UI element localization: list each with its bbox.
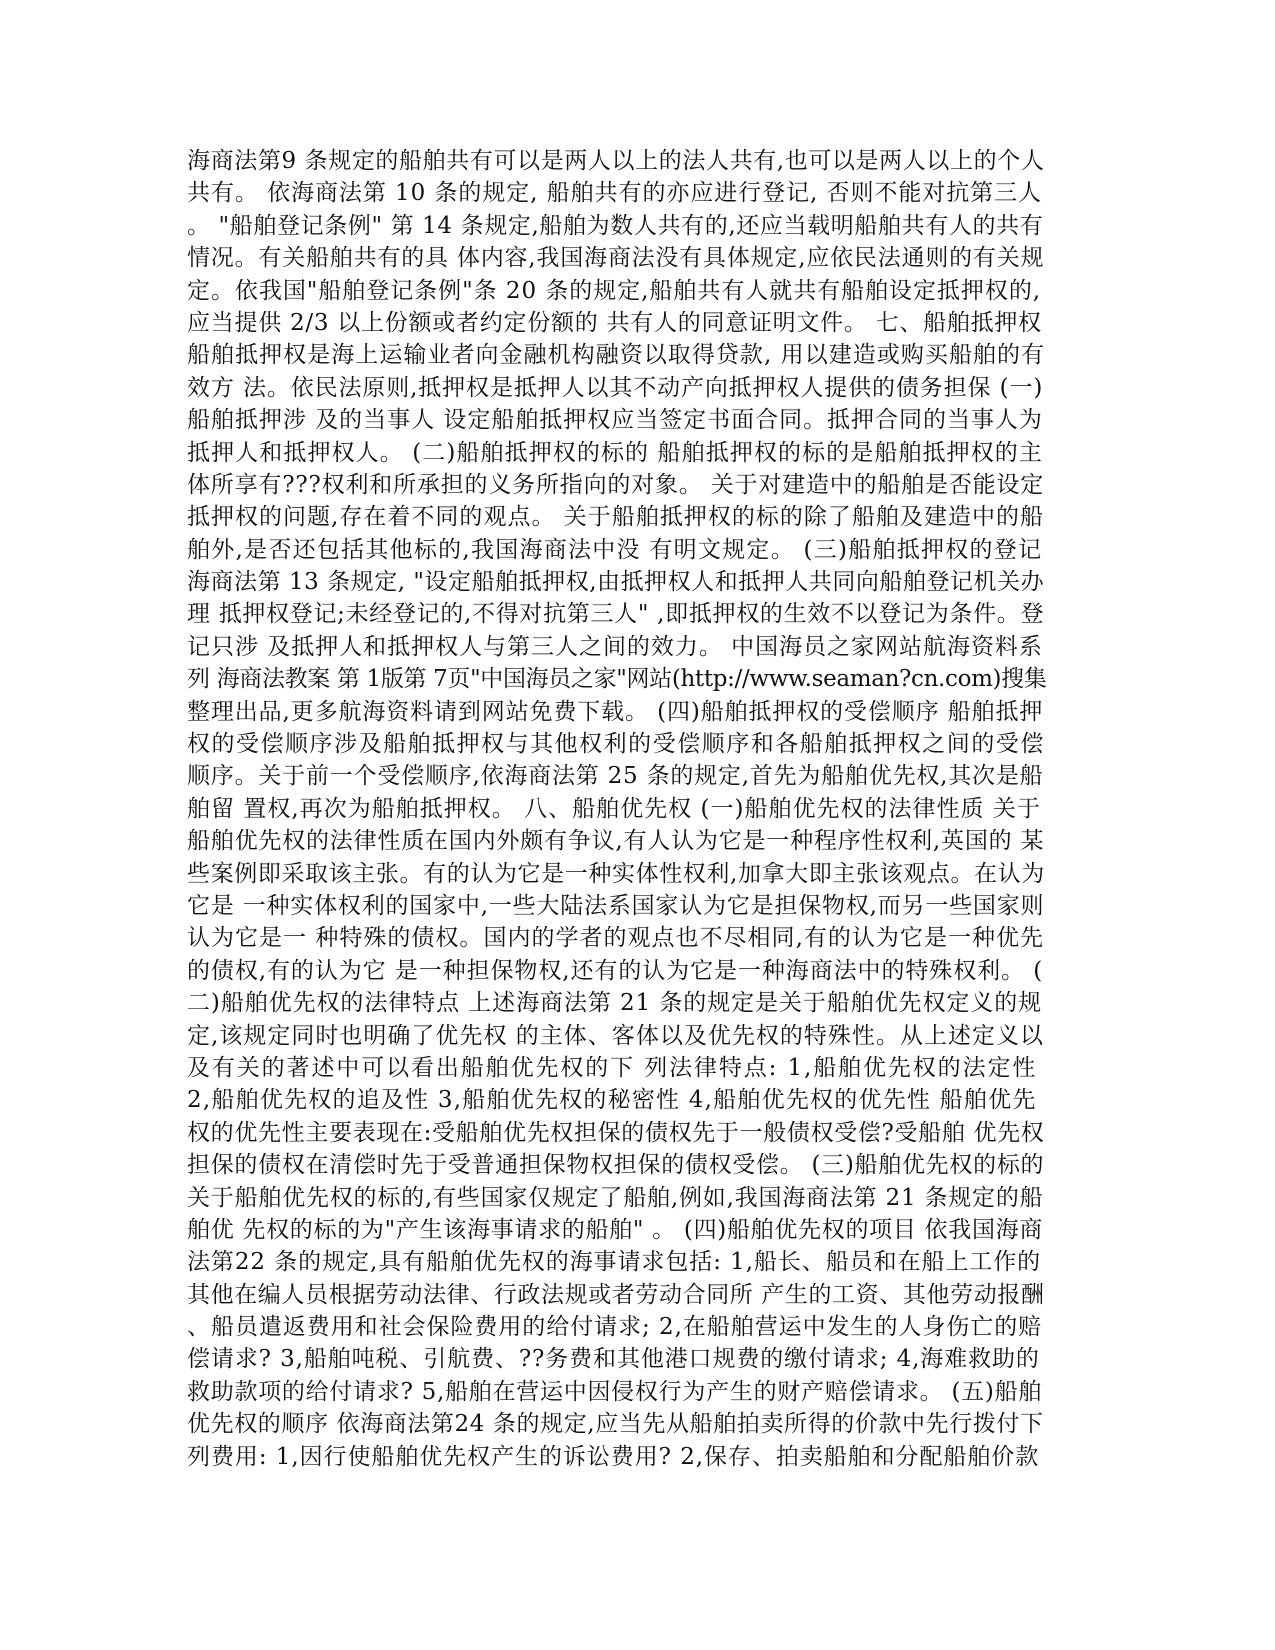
text-line: 救助款项的给付请求? 5,船舶在营运中因侵权行为产生的财产赔偿请求。 (五)船舶 [187, 1378, 1043, 1405]
text-line: 舶外,是否还包括其他标的,我国海商法中没 有明文规定。 (三)船舶抵押权的登记 [187, 536, 1043, 563]
text-line: 抵押权的问题,存在着不同的观点。 关于船舶抵押权的标的除了船舶及建造中的船 [187, 504, 1044, 531]
text-line: 些案例即采取该主张。有的认为它是一种实体性权利,加拿大即主张该观点。在认为 [187, 860, 1045, 887]
text-line: 2,船舶优先权的追及性 3,船舶优先权的秘密性 4,船舶优先权的优先性 船舶优先 [187, 1087, 1037, 1114]
text-line: 应当提供 2/3 以上份额或者约定份额的 共有人的同意证明文件。 七、船舶抵押权 [187, 309, 1042, 336]
text-line: 权的受偿顺序涉及船舶抵押权与其他权利的受偿顺序和各船舶抵押权之间的受偿 [187, 731, 1045, 758]
text-line: 效方 法。依民法原则,抵押权是抵押人以其不动产向抵押权人提供的债务担保 (一) [187, 374, 1044, 401]
text-line: 情况。有关船舶共有的具 体内容,我国海商法没有具体规定,应依民法通则的有关规 [187, 245, 1045, 272]
text-line: 及有关的著述中可以看出船舶优先权的下 列法律特点: 1,船舶优先权的法定性 [187, 1054, 1038, 1081]
text-line: 舶优 先权的标的为"产生该海事请求的船舶" 。 (四)船舶优先权的项目 依我国海商 [187, 1216, 1044, 1243]
text-line: 理 抵押权登记;未经登记的,不得对抗第三人" ,即抵押权的生效不以登记为条件。登 [187, 601, 1045, 628]
text-line: 认为它是一 种特殊的债权。国内的学者的观点也不尽相同,有的认为它是一种优先 [187, 925, 1044, 952]
text-line: 列费用: 1,因行使船舶优先权产生的诉讼费用? 2,保存、拍卖船舶和分配船舶价款 [187, 1443, 1040, 1470]
text-line: 抵押人和抵押权人。 (二)船舶抵押权的标的 船舶抵押权的标的是船舶抵押权的主 [187, 439, 1043, 466]
text-line: 关于船舶优先权的标的,有些国家仅规定了船舶,例如,我国海商法第 21 条规定的船 [187, 1184, 1044, 1211]
text-line: 、船员遣返费用和社会保险费用的给付请求; 2,在船舶营运中发生的人身伤亡的赔 [187, 1314, 1043, 1341]
text-line: 定,该规定同时也明确了优先权 的主体、客体以及优先权的特殊性。从上述定义以 [187, 1022, 1044, 1049]
text-line: 二)船舶优先权的法律特点 上述海商法第 21 条的规定是关于船舶优先权定义的规 [187, 990, 1043, 1017]
text-line: 海商法第9 条规定的船舶共有可以是两人以上的法人共有,也可以是两人以上的个人 [187, 148, 1045, 174]
text-line: 记只涉 及抵押人和抵押权人与第三人之间的效力。 中国海员之家网站航海资料系 [187, 633, 1043, 660]
text-line: 担保的债权在清偿时先于受普通担保物权担保的债权受偿。 (三)船舶优先权的标的 [187, 1152, 1045, 1179]
text-line: 列 海商法教案 第 1版第 7页"中国海员之家"网站(http://www.seaman?cn.com)搜集 [187, 666, 1047, 693]
text-line: 法第22 条的规定,具有船舶优先权的海事请求包括: 1,船长、船员和在船上工作的 [187, 1249, 1042, 1276]
text-line: 舶留 置权,再次为船舶抵押权。 八、船舶优先权 (一)船舶优先权的法律性质 关于 [187, 795, 1041, 822]
body-text [187, 145, 1087, 1473]
text-line: 。 "船舶登记条例" 第 14 条规定,船舶为数人共有的,还应当载明船舶共有人的共有 [187, 212, 1044, 239]
text-line: 共有。 依海商法第 10 条的规定, 船舶共有的亦应进行登记, 否则不能对抗第三人 [187, 180, 1042, 207]
text-line: 船舶抵押权是海上运输业者向金融机构融资以取得贷款, 用以建造或购买船舶的有 [187, 342, 1046, 369]
text-line: 海商法第 13 条规定, "设定船舶抵押权,由抵押权人和抵押人共同向船舶登记机关办 [187, 569, 1045, 596]
text-line: 权的优先性主要表现在:受船舶优先权担保的债权先于一般债权受偿?受船舶 优先权 [187, 1119, 1045, 1146]
text-line: 定。依我国"船舶登记条例"条 20 条的规定,船舶共有人就共有船舶设定抵押权的, [187, 277, 1042, 304]
text-line: 船舶优先权的法律性质在国内外颇有争议,有人认为它是一种程序性权利,英国的 某 [187, 828, 1045, 855]
text-line: 优先权的顺序 依海商法第24 条的规定,应当先从船舶拍卖所得的价款中先行拨付下 [187, 1411, 1044, 1438]
text-line: 体所享有???权利和所承担的义务所指向的对象。 关于对建造中的船舶是否能设定 [187, 471, 1045, 498]
text-line: 顺序。关于前一个受偿顺序,依海商法第 25 条的规定,首先为船舶优先权,其次是船 [187, 763, 1044, 790]
text-line: 整理出品,更多航海资料请到网站免费下载。 (四)船舶抵押权的受偿顺序 船舶抵押 [187, 698, 1044, 725]
text-line: 其他在编人员根据劳动法律、行政法规或者劳动合同所 产生的工资、其他劳动报酬 [187, 1281, 1045, 1308]
text-line: 偿请求? 3,船舶吨税、引航费、??务费和其他港口规费的缴付请求; 4,海难救助的 [187, 1346, 1040, 1373]
text-line: 船舶抵押涉 及的当事人 设定船舶抵押权应当签定书面合同。抵押合同的当事人为 [187, 407, 1043, 434]
text-line: 它是 一种实体权利的国家中,一些大陆法系国家认为它是担保物权,而另一些国家则 [187, 892, 1045, 919]
text-line: 的债权,有的认为它 是一种担保物权,还有的认为它是一种海商法中的特殊权利。 ( [187, 957, 1044, 984]
